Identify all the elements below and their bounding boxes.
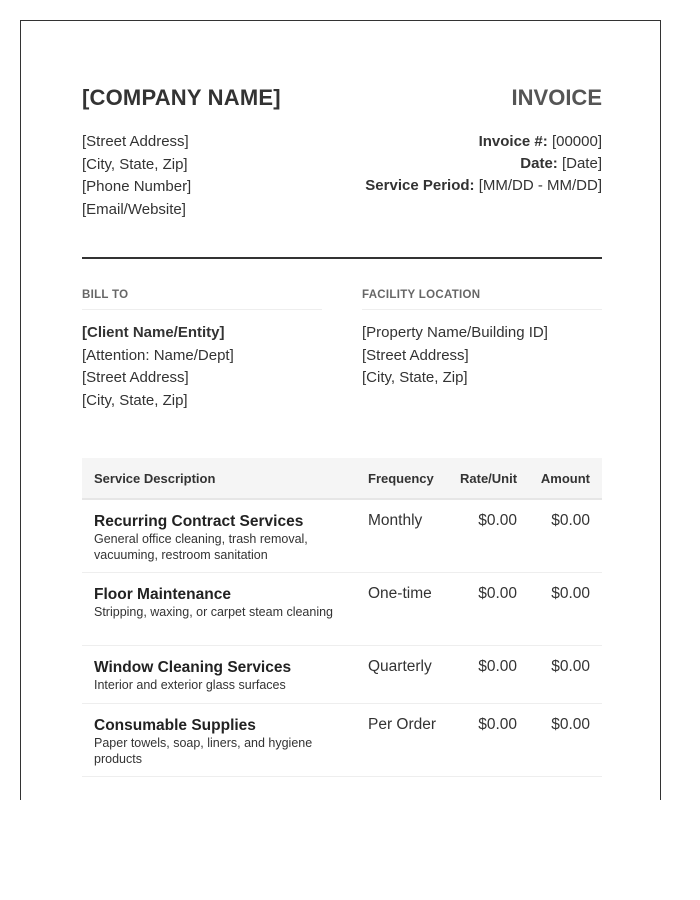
company-name: [COMPANY NAME] — [82, 85, 281, 110]
facility-property: [Property Name/Building ID] — [362, 324, 548, 341]
table-row — [82, 500, 602, 573]
invoice-number-value: [00000] — [551, 133, 602, 150]
row-service-details: Interior and exterior glass surfaces — [94, 678, 286, 692]
row-rate: $0.00 — [478, 585, 517, 602]
facility-street: [Street Address] — [362, 346, 469, 364]
service-period-label: Service Period: — [365, 177, 475, 194]
row-description — [94, 585, 344, 621]
bill-to-street: [Street Address] — [82, 369, 189, 386]
header-divider — [82, 257, 602, 259]
bill-to-heading: BILL TO — [82, 289, 322, 310]
invoice-date-value: [Date] — [561, 155, 602, 172]
company-phone: [Phone Number] — [82, 178, 192, 195]
row-amount: $0.00 — [551, 658, 590, 675]
row-service-title: Window Cleaning Services — [94, 659, 292, 676]
bill-to-city: [City, State, Zip] — [82, 391, 188, 409]
table-row — [82, 573, 602, 646]
row-description — [94, 658, 344, 694]
company-city: [City, State, Zip] — [82, 155, 188, 173]
row-description — [94, 716, 344, 767]
row-frequency: Per Order — [368, 716, 437, 733]
header-service-description: Service Description — [94, 471, 216, 486]
row-service-title: Recurring Contract Services — [94, 513, 304, 530]
row-frequency: Monthly — [368, 512, 423, 529]
facility-location-heading: FACILITY LOCATION — [362, 289, 602, 310]
service-period-line — [365, 175, 602, 197]
row-rate: $0.00 — [478, 512, 517, 529]
service-period-value: [MM/DD - MM/DD] — [478, 177, 602, 194]
company-email: [Email/Website] — [82, 200, 186, 218]
row-rate: $0.00 — [478, 658, 517, 675]
invoice-page — [20, 20, 661, 800]
row-frequency: Quarterly — [368, 658, 432, 675]
row-service-details: General office cleaning, trash removal, vacuuming, restroom sanitation — [94, 532, 308, 562]
header-frequency: Frequency — [368, 471, 434, 486]
invoice-date-label: Date: — [520, 155, 558, 172]
invoice-number-label: Invoice #: — [478, 133, 548, 150]
header-amount: Amount — [540, 471, 590, 486]
services-table — [82, 458, 602, 777]
row-frequency: One-time — [368, 585, 432, 602]
invoice-title: INVOICE — [511, 85, 602, 110]
row-service-details: Stripping, waxing, or carpet steam cleaning — [94, 605, 334, 619]
row-amount: $0.00 — [551, 716, 590, 733]
invoice-number-line — [365, 131, 602, 153]
table-header-row — [82, 458, 602, 500]
bill-to-client: [Client Name/Entity] — [82, 324, 225, 341]
row-amount: $0.00 — [551, 585, 590, 602]
company-street: [Street Address] — [82, 133, 189, 150]
invoice-meta-block — [365, 131, 602, 197]
row-amount: $0.00 — [551, 512, 590, 529]
table-row — [82, 646, 602, 704]
row-service-details: Paper towels, soap, liners, and hygiene products — [94, 736, 313, 766]
row-rate: $0.00 — [478, 716, 517, 733]
row-service-title: Floor Maintenance — [94, 586, 231, 603]
bill-to-block — [82, 322, 234, 412]
company-address-block — [82, 131, 191, 221]
facility-city: [City, State, Zip] — [362, 369, 468, 386]
invoice-date-line — [365, 153, 602, 175]
row-description — [94, 512, 344, 563]
header-rate-unit: Rate/Unit — [460, 471, 518, 486]
table-row — [82, 704, 602, 777]
facility-location-block — [362, 322, 548, 390]
row-service-title: Consumable Supplies — [94, 717, 256, 734]
bill-to-attention: [Attention: Name/Dept] — [82, 346, 234, 364]
